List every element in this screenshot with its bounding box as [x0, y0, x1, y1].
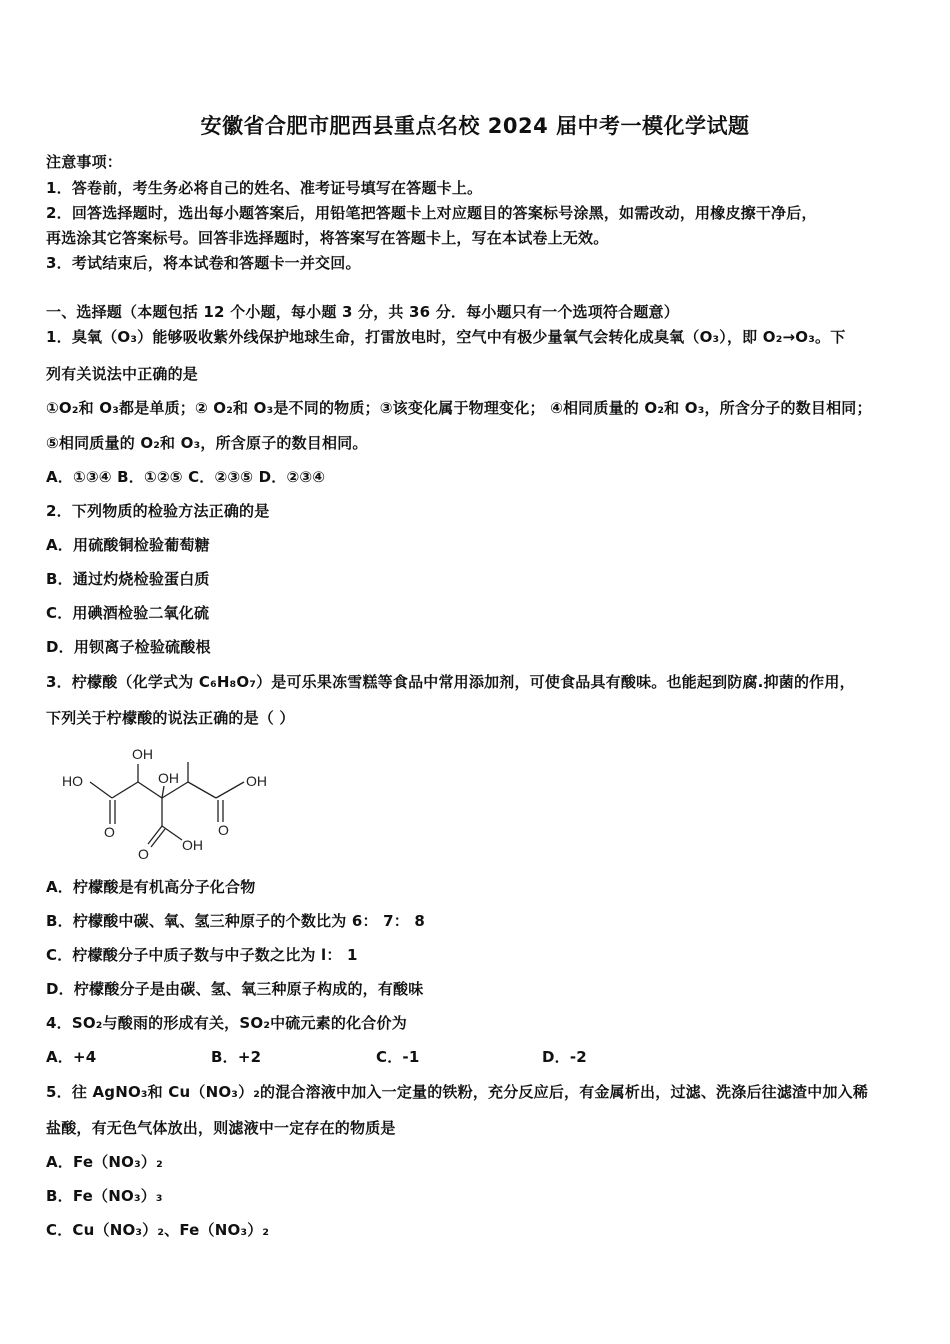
section-heading: 一、选择题（本题包括 12 个小题，每小题 3 分，共 36 分．每小题只有一个选项符合题意）	[46, 303, 679, 321]
structure-label-o-bottom: O	[138, 846, 149, 862]
q1-statements-line-1: ①O₂和 O₃都是单质；② O₂和 O₃是不同的物质；③该变化属于物理变化； ④相同质量的 O₂和 O₃，所含分子的数目相同；	[46, 399, 872, 417]
q3-option-d: D．柠檬酸分子是由碳、氢、氧三种原子构成的，有酸味	[46, 980, 424, 998]
q5-stem-line-1: 5．往 AgNO₃和 Cu（NO₃）₂的混合溶液中加入一定量的铁粉，充分反应后，有金属析出，过滤、洗涤后往滤渣中加入稀	[46, 1083, 869, 1101]
structure-label-oh-center: OH	[158, 770, 179, 786]
notice-item-3: 3．考试结束后，将本试卷和答题卡一并交回。	[46, 254, 361, 272]
q4-option-b: B．+2	[211, 1048, 262, 1066]
q3-option-c: C．柠檬酸分子中质子数与中子数之比为 l： 1	[46, 946, 358, 964]
q4-option-c: C．-1	[376, 1048, 420, 1066]
structure-label-o-right: O	[218, 822, 229, 838]
q1-statements-line-2: ⑤相同质量的 O₂和 O₃，所含原子的数目相同。	[46, 434, 368, 452]
structure-label-oh-top: OH	[132, 746, 153, 762]
q5-stem-line-2: 盐酸，有无色气体放出，则滤液中一定存在的物质是	[46, 1119, 396, 1137]
q4-option-a: A．+4	[46, 1048, 97, 1066]
q2-option-b: B．通过灼烧检验蛋白质	[46, 570, 210, 588]
q4-option-d: D．-2	[542, 1048, 587, 1066]
notice-item-1: 1．答卷前，考生务必将自己的姓名、准考证号填写在答题卡上。	[46, 179, 483, 197]
notice-item-2: 2．回答选择题时，选出每小题答案后，用铅笔把答题卡上对应题目的答案标号涂黑，如需改动，用橡皮擦干净后，	[46, 204, 817, 222]
q5-option-b: B．Fe（NO₃）₃	[46, 1187, 163, 1205]
page-title: 安徽省合肥市肥西县重点名校 2024 届中考一模化学试题	[200, 114, 750, 138]
structure-label-oh-bottom: OH	[182, 837, 203, 853]
notice-item-2-cont: 再选涂其它答案标号。回答非选择题时，将答案写在答题卡上，写在本试卷上无效。	[46, 229, 609, 247]
q1-options: A．①③④ B．①②⑤ C．②③⑤ D．②③④	[46, 468, 326, 486]
notice-heading: 注意事项：	[46, 153, 123, 171]
q5-option-c: C．Cu（NO₃）₂、Fe（NO₃）₂	[46, 1221, 270, 1239]
structure-label-oh-right: OH	[246, 773, 267, 789]
q2-stem: 2．下列物质的检验方法正确的是	[46, 502, 270, 520]
q3-option-b: B．柠檬酸中碳、氧、氢三种原子的个数比为 6： 7： 8	[46, 912, 426, 930]
q3-stem-line-2: 下列关于柠檬酸的说法正确的是（ ）	[46, 709, 295, 727]
q3-stem-line-1: 3．柠檬酸（化学式为 C₆H₈O₇）是可乐果冻雪糕等食品中常用添加剂，可使食品具有酸味。也能起到防腐.抑菌的作用，	[46, 673, 855, 691]
q1-stem-line-1: 1．臭氧（O₃）能够吸收紫外线保护地球生命，打雷放电时，空气中有极少量氧气会转化成臭氧（O₃），即 O₂→O₃。下	[46, 328, 846, 346]
q5-option-a: A．Fe（NO₃）₂	[46, 1153, 163, 1171]
q3-option-a: A．柠檬酸是有机高分子化合物	[46, 878, 256, 896]
q4-stem: 4．SO₂与酸雨的形成有关，SO₂中硫元素的化合价为	[46, 1014, 407, 1032]
structure-label-o-left: O	[104, 824, 115, 840]
q2-option-a: A．用硫酸铜检验葡萄糖	[46, 536, 210, 554]
q2-option-c: C．用碘酒检验二氧化硫	[46, 604, 210, 622]
q1-stem-line-2: 列有关说法中正确的是	[46, 365, 199, 383]
structure-label-ho-left: HO	[62, 773, 83, 789]
q2-option-d: D．用钡离子检验硫酸根	[46, 638, 211, 656]
citric-acid-structure-diagram	[58, 742, 278, 867]
